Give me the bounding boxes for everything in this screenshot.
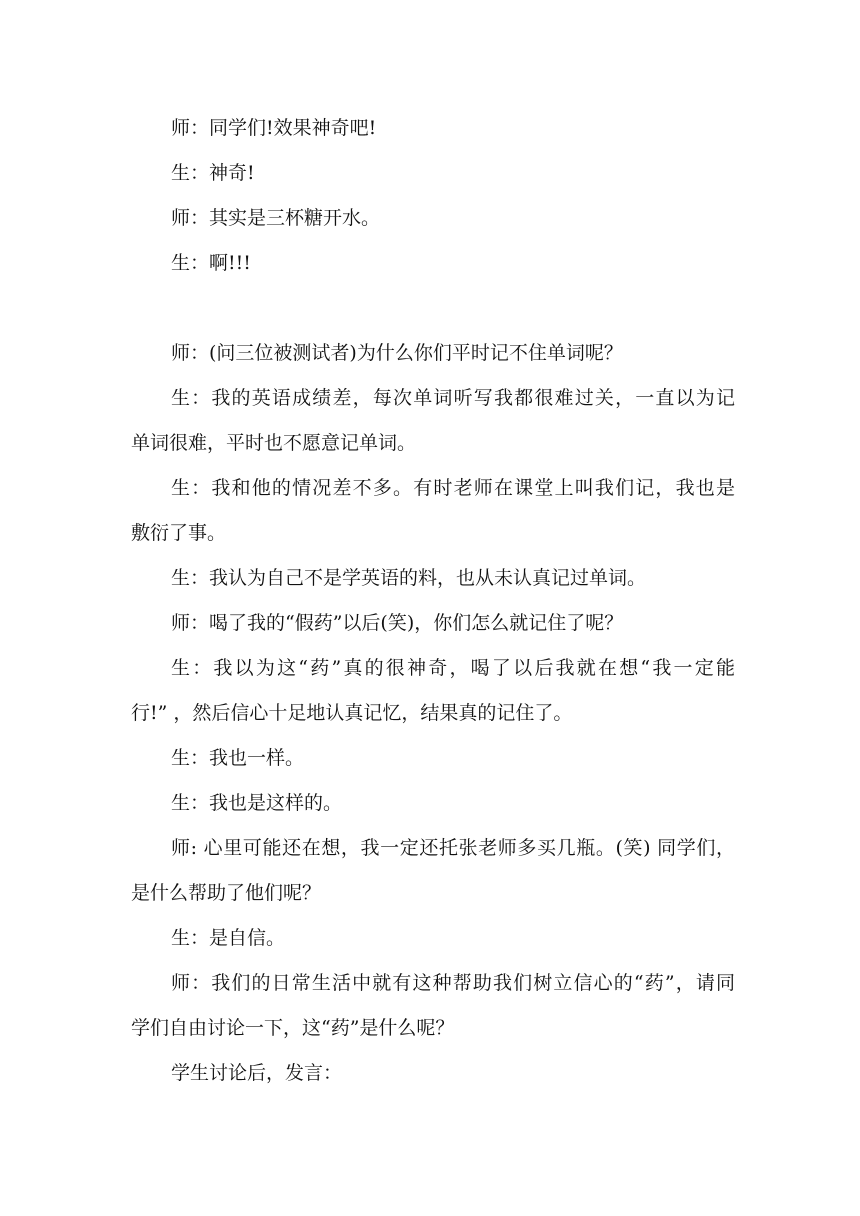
text-line: 生：我也一样。 xyxy=(171,747,305,769)
text-line: 师：喝了我的“假药”以后(笑)，你们怎么就记住了呢？ xyxy=(171,612,624,634)
text-line: 行!” ，然后信心十足地认真记忆，结果真的记住了。 xyxy=(131,702,573,724)
text-line: 生：我以为这“药”真的很神奇，喝了以后我就在想“我一定能 xyxy=(171,657,735,679)
text-line: 生：我认为自己不是学英语的料，也从未认真记过单词。 xyxy=(171,567,647,589)
text-line: 生：是自信。 xyxy=(171,927,286,949)
text-line: 师：(问三位被测试者)为什么你们平时记不住单词呢？ xyxy=(171,342,623,364)
text-line: 学们自由讨论一下，这“药”是什么呢？ xyxy=(131,1017,455,1039)
text-line: 单词很难，平时也不愿意记单词。 xyxy=(131,432,417,454)
text-line: 是什么帮助了他们呢？ xyxy=(131,882,322,904)
text-line: 生：我和他的情况差不多。有时老师在课堂上叫我们记，我也是 xyxy=(171,477,735,499)
text-line: 生：神奇! xyxy=(171,162,255,184)
text-line: 生：我的英语成绩差，每次单词听写我都很难过关，一直以为记 xyxy=(171,387,735,409)
text-line: 师：同学们!效果神奇吧! xyxy=(171,117,377,139)
text-line: 学生讨论后，发言： xyxy=(171,1062,343,1084)
text-line: 敷衍了事。 xyxy=(131,522,227,544)
text-line: 师: 心里可能还在想，我一定还托张老师多买几瓶。(笑) 同学们， xyxy=(171,837,735,859)
text-line: 师：其实是三杯糖开水。 xyxy=(171,207,381,229)
text-line: 生：我也是这样的。 xyxy=(171,792,343,814)
text-line: 生：啊!!! xyxy=(171,252,251,274)
text-line: 师：我们的日常生活中就有这种帮助我们树立信心的“药”，请同 xyxy=(171,972,735,994)
